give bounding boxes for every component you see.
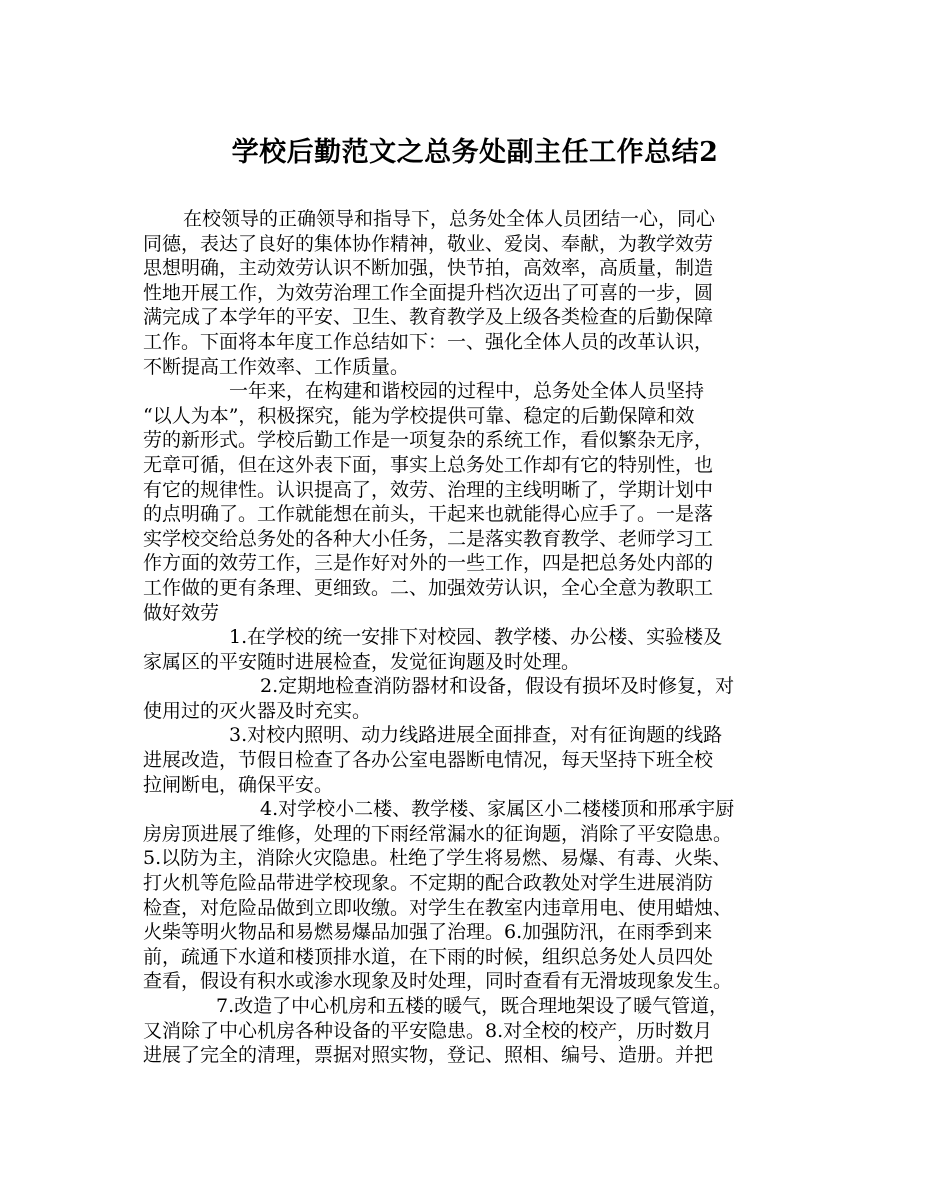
text-line: 3.对校内照明、动力线路进展全面排查，对有征询题的线路 <box>229 724 723 747</box>
text-line: “以人为本”，积极探究，能为学校提供可靠、稳定的后勤保障和效 <box>143 404 695 427</box>
text-line: 房房顶进展了维修，处理的下雨经常漏水的征询题，消除了平安隐患。 <box>143 822 733 845</box>
document-title: 学校后勤范文之总务处副主任工作总结2 <box>231 137 719 168</box>
text-line: 1.在学校的统一安排下对校园、教学楼、办公楼、实验楼及 <box>229 626 723 649</box>
text-line: 前，疏通下水道和楼顶排水道，在下雨的时候，组织总务处人员四处 <box>143 945 714 968</box>
text-line: 火柴等明火物品和易燃易爆品加强了治理。6.加强防汛，在雨季到来 <box>143 921 713 944</box>
text-line: 又消除了中心机房各种设备的平安隐患。8.对全校的校产，历时数月 <box>143 1019 713 1042</box>
text-line: 性地开展工作，为效劳治理工作全面提升档次迈出了可喜的一步，圆 <box>143 281 714 304</box>
text-line: 满完成了本学年的平安、卫生、教育教学及上级各类检查的后勤保障 <box>143 306 714 329</box>
text-line: 有它的规律性。认识提高了，效劳、治理的主线明晰了，学期计划中 <box>143 478 714 501</box>
text-line: 4.对学校小二楼、教学楼、家属区小二楼楼顶和邢承宇厨 <box>260 798 735 821</box>
text-line: 7.改造了中心机房和五楼的暖气，既合理地架设了暖气管道， <box>216 995 729 1017</box>
text-line: 作方面的效劳工作，三是作好对外的一些工作，四是把总务处内部的 <box>143 552 714 575</box>
text-line: 同德，表达了良好的集体协作精神，敬业、爱岗、奉献，为教学效劳 <box>143 232 714 255</box>
text-line: 拉闸断电，确保平安。 <box>143 773 334 796</box>
text-line: 检查，对危险品做到立即收缴。对学生在教室内违章用电、使用蜡烛、 <box>143 896 733 919</box>
document-body <box>143 207 823 1068</box>
text-line: 5.以防为主，消除火灾隐患。杜绝了学生将易燃、易爆、有毒、火柴、 <box>143 847 732 870</box>
text-line: 一年来，在构建和谐校园的过程中，总务处全体人员坚持 <box>229 380 705 403</box>
text-line: 无章可循，但在这外表下面，事实上总务处工作却有它的特别性，也 <box>143 453 714 476</box>
text-line: 实学校交给总务处的各种大小任务，二是落实教育教学、老师学习工 <box>143 527 714 550</box>
text-line: 的点明确了。工作就能想在前头，干起来也就能得心应手了。一是落 <box>143 503 714 526</box>
text-line: 打火机等危险品带进学校现象。不定期的配合政教处对学生进展消防 <box>143 872 714 895</box>
text-line: 家属区的平安随时进展检查，发觉征询题及时处理。 <box>143 650 581 673</box>
text-line: 不断提高工作效率、工作质量。 <box>143 355 410 378</box>
text-line: 思想明确，主动效劳认识不断加强，快节拍，高效率，高质量，制造 <box>143 257 714 280</box>
text-line: 使用过的灭火器及时充实。 <box>143 699 372 722</box>
text-line: 2.定期地检查消防器材和设备，假设有损坏及时修复，对 <box>260 675 735 698</box>
text-line: 进展改造，节假日检查了各办公室电器断电情况，每天坚持下班全校 <box>143 749 714 772</box>
text-line: 做好效劳 <box>143 601 220 624</box>
text-line: 查看，假设有积水或渗水现象及时处理，同时查看有无滑坡现象发生。 <box>143 970 733 993</box>
text-line: 进展了完全的清理，票据对照实物，登记、照相、编号、造册。并把 <box>143 1044 714 1067</box>
text-line: 工作做的更有条理、更细致。二、加强效劳认识，全心全意为教职工 <box>143 576 714 599</box>
text-line: 在校领导的正确领导和指导下，总务处全体人员团结一心，同心 <box>183 208 716 230</box>
text-line: 劳的新形式。学校后勤工作是一项复杂的系统工作，看似繁杂无序， <box>143 429 714 452</box>
text-line: 工作。下面将本年度工作总结如下：一、强化全体人员的改革认识， <box>143 330 714 353</box>
